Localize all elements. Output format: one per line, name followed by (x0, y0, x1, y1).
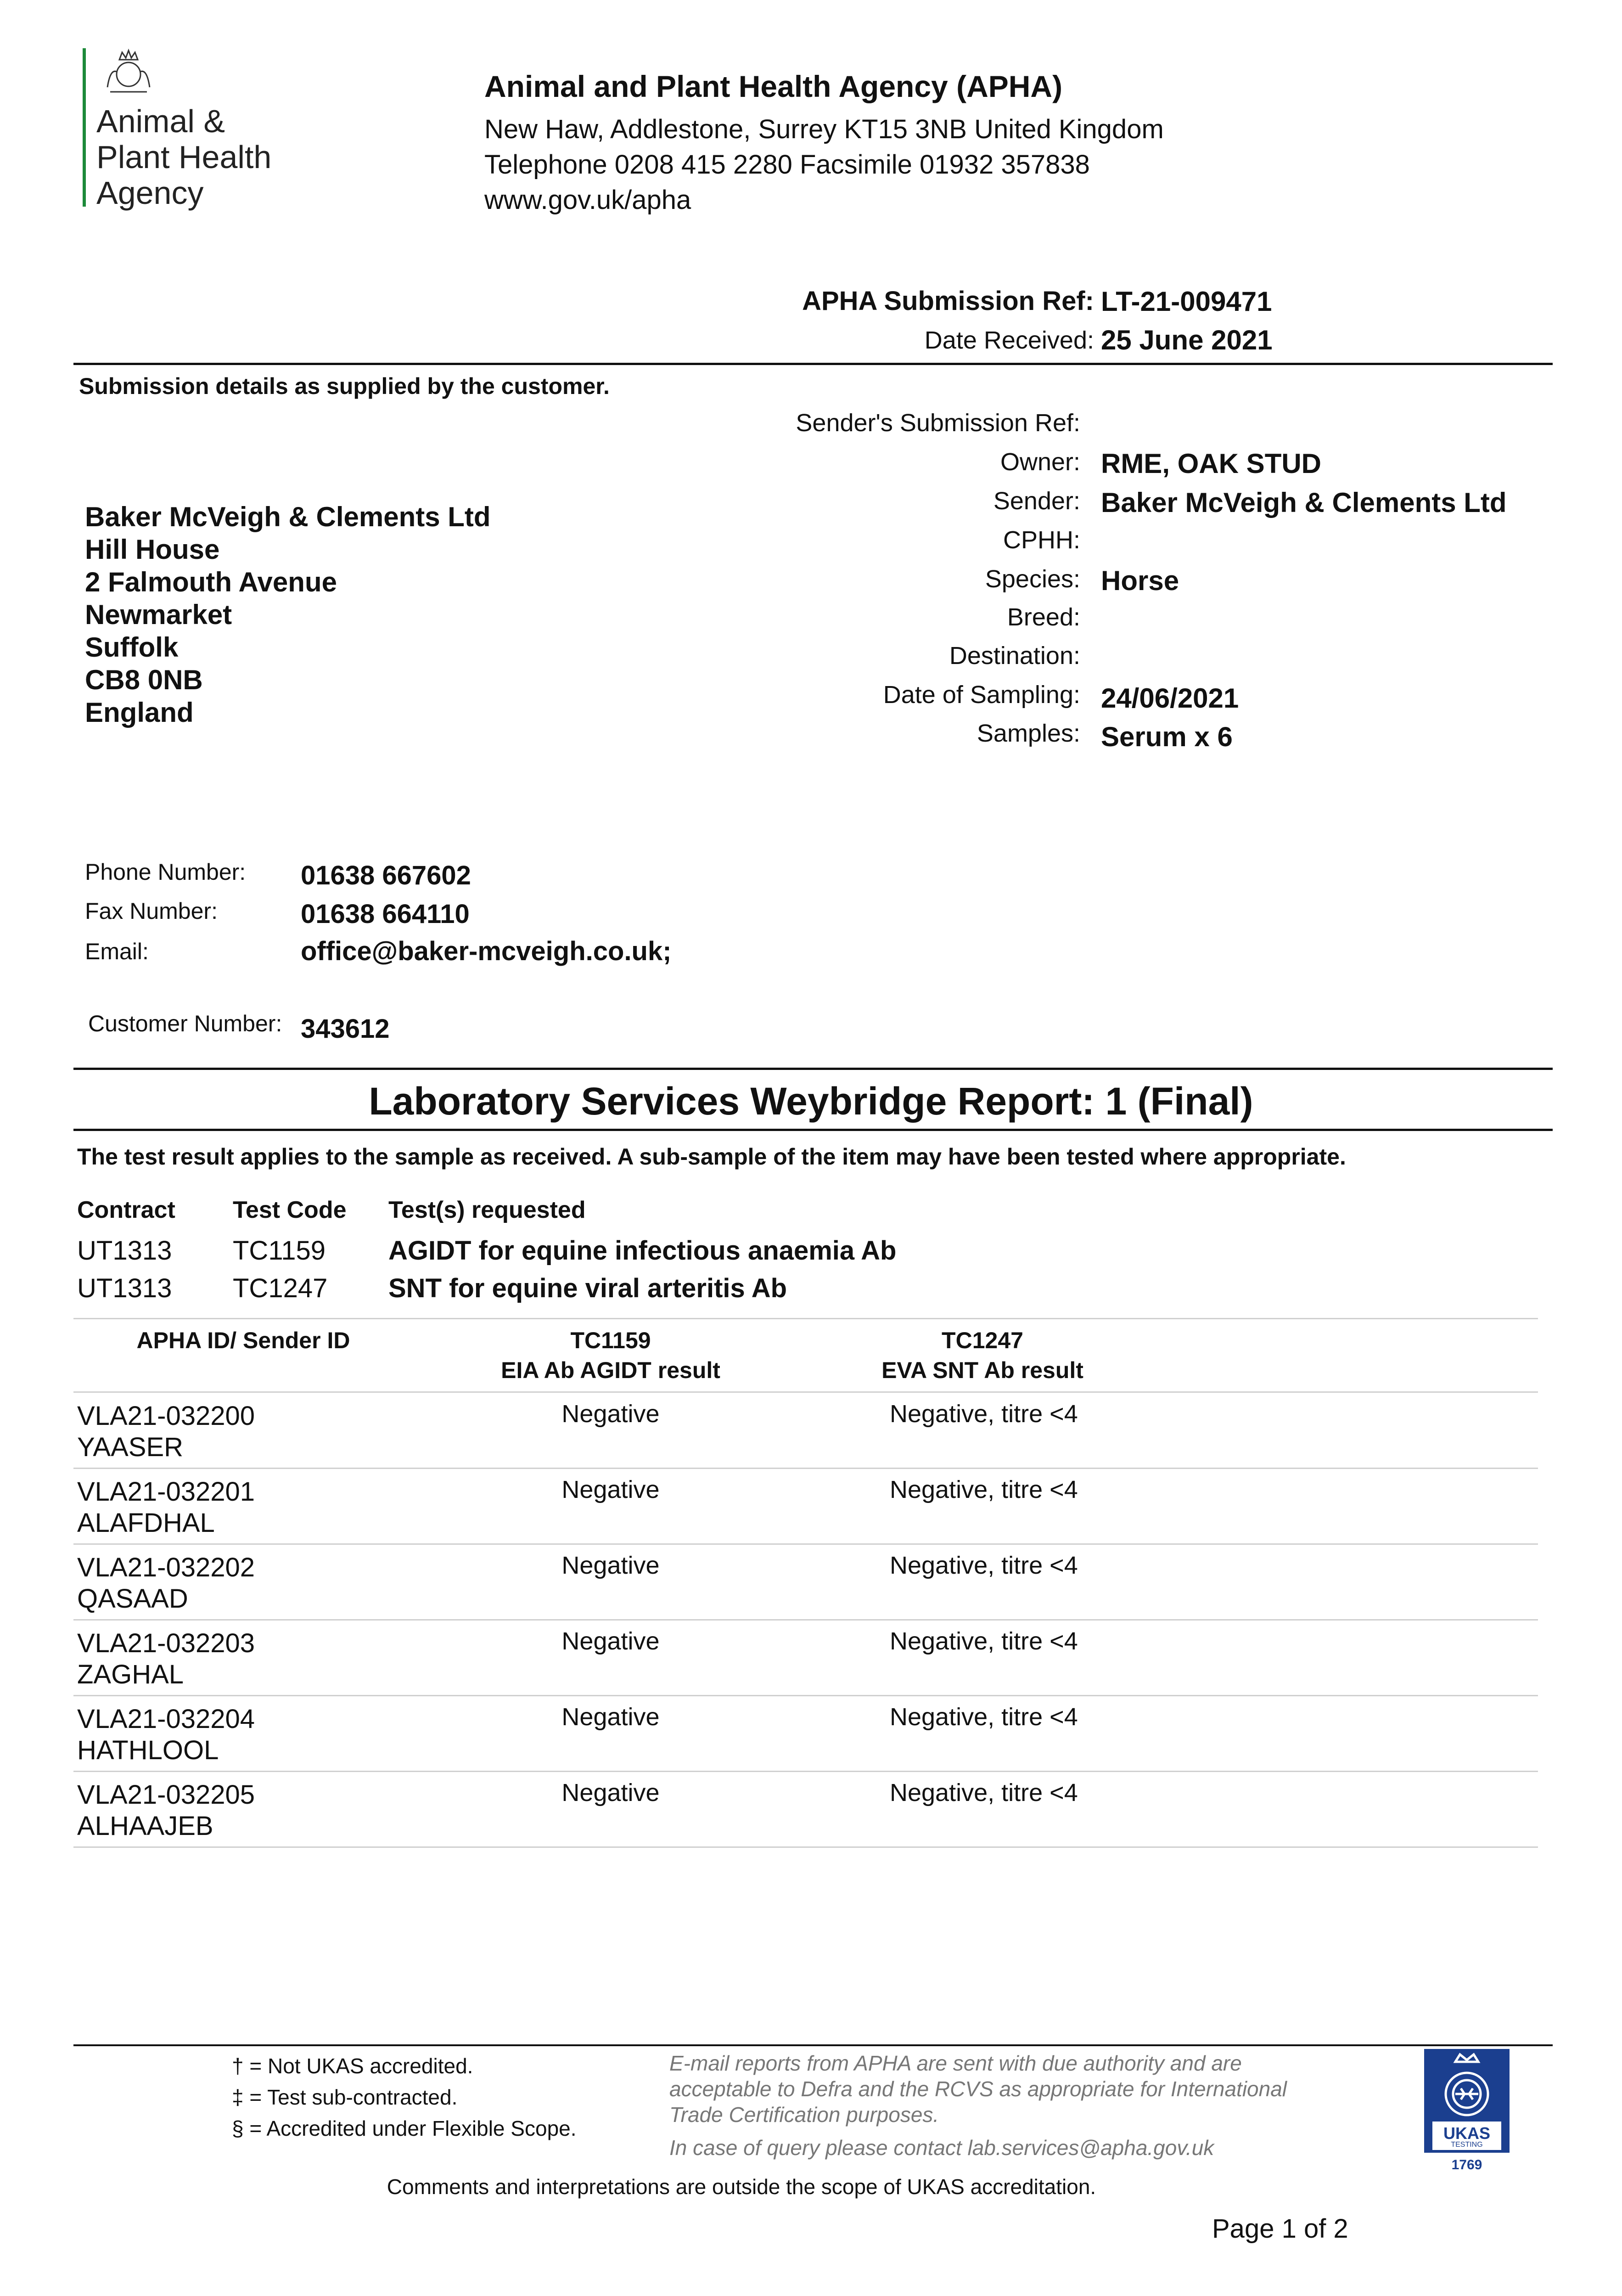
fax-value: 01638 664110 (301, 899, 470, 929)
eva-result: Negative, titre <4 (890, 1779, 1078, 1806)
legend-item: § = Accredited under Flexible Scope. (232, 2116, 577, 2140)
test-name: SNT for equine viral arteritis Ab (388, 1273, 787, 1303)
ukas-mark (1423, 2048, 1510, 2177)
note-line: E-mail reports from APHA are sent with due authority and are (669, 2051, 1242, 2075)
phone-value: 01638 667602 (301, 861, 471, 890)
table-rule (73, 1543, 1538, 1545)
logo-line: Plant Health (96, 139, 272, 175)
sample-id: VLA21-032201 (77, 1477, 255, 1507)
page-number: Page 1 of 2 (1212, 2214, 1348, 2244)
detail-label: CPHH: (1003, 526, 1080, 554)
fax-label: Fax Number: (85, 898, 218, 924)
address-line: Hill House (85, 534, 220, 565)
date-received-label: Date Received: (924, 326, 1094, 354)
sender-id: QASAAD (77, 1584, 188, 1614)
table-rule (73, 1391, 1538, 1393)
accreditation-legend (232, 2050, 577, 2144)
eia-code-header: TC1159 (570, 1328, 651, 1353)
table-rule (73, 1468, 1538, 1469)
test-code-header: Test Code (233, 1197, 347, 1223)
eva-code-header: TC1247 (942, 1328, 1023, 1353)
table-rule (73, 1619, 1538, 1621)
detail-label: Samples: (977, 720, 1080, 747)
applies-note: The test result applies to the sample as received. A sub-sample of the item may have been tested where appropriate. (77, 1144, 1346, 1170)
ukas-sub: TESTING (1451, 2141, 1483, 2149)
divider (73, 1129, 1553, 1131)
detail-label: Date of Sampling: (883, 681, 1080, 709)
legend-item: ‡ = Test sub-contracted. (232, 2085, 458, 2109)
agency-address: New Haw, Addlestone, Surrey KT15 3NB United Kingdom (484, 114, 1164, 144)
legend-item: † = Not UKAS accredited. (232, 2054, 473, 2078)
detail-label: Destination: (949, 642, 1080, 670)
note-line: Trade Certification purposes. (669, 2103, 939, 2127)
eva-result: Negative, titre <4 (890, 1552, 1078, 1579)
divider (73, 2044, 1553, 2046)
eia-result: Negative (561, 1627, 660, 1655)
species-value: Horse (1101, 565, 1179, 596)
table-rule (73, 1318, 1538, 1319)
test-code: TC1247 (233, 1273, 328, 1303)
agency-telephone: Telephone 0208 415 2280 Facsimile 01932 357838 (484, 150, 1090, 180)
test-code: TC1159 (233, 1236, 326, 1266)
ukas-number: 1769 (1451, 2157, 1482, 2172)
note-line: acceptable to Defra and the RCVS as appropriate for International (669, 2077, 1287, 2101)
apha-id-header: APHA ID/ Sender ID (136, 1328, 350, 1353)
eia-result: Negative (561, 1400, 660, 1428)
test-name: AGIDT for equine infectious anaemia Ab (388, 1236, 897, 1266)
logo-accent-bar (83, 48, 86, 207)
sender-id: HATHLOOL (77, 1735, 219, 1765)
sender-id: ALAFDHAL (77, 1508, 215, 1538)
eia-result: Negative (561, 1779, 660, 1806)
logo-line: Agency (96, 175, 204, 211)
agency-name: Animal and Plant Health Agency (APHA) (484, 69, 1063, 103)
ukas-text: UKAS (1443, 2124, 1490, 2143)
date-received-value: 25 June 2021 (1101, 325, 1273, 355)
customer-address (85, 501, 491, 729)
detail-label: Sender: (993, 487, 1080, 515)
detail-label: Sender's Submission Ref: (796, 409, 1080, 437)
table-rule (73, 1846, 1538, 1848)
owner-value: RME, OAK STUD (1101, 448, 1321, 479)
email-label: Email: (85, 939, 149, 964)
sample-id: VLA21-032205 (77, 1780, 255, 1810)
submission-ref-value: LT-21-009471 (1101, 286, 1272, 317)
sender-id: YAASER (77, 1432, 184, 1462)
sample-id: VLA21-032200 (77, 1401, 255, 1431)
sender-value: Baker McVeigh & Clements Ltd (1101, 487, 1507, 518)
address-line: England (85, 697, 194, 728)
sample-id: VLA21-032204 (77, 1704, 255, 1734)
table-rule (73, 1771, 1538, 1772)
detail-label: Species: (985, 565, 1080, 593)
ukas-comments: Comments and interpretations are outside the scope of UKAS accreditation. (387, 2175, 1096, 2199)
eva-name-header: EVA SNT Ab result (881, 1357, 1083, 1383)
sample-id: VLA21-032203 (77, 1628, 255, 1658)
eva-result: Negative, titre <4 (890, 1703, 1078, 1731)
royal-crest-icon (101, 46, 156, 96)
address-line: Newmarket (85, 599, 232, 630)
divider (73, 363, 1553, 365)
logo-line: Animal & (96, 103, 225, 139)
divider (73, 1068, 1553, 1070)
test-contract: UT1313 (77, 1236, 172, 1266)
contract-header: Contract (77, 1197, 175, 1223)
email-value[interactable]: office@baker-mcveigh.co.uk; (301, 936, 672, 966)
eia-result: Negative (561, 1476, 660, 1503)
sender-id: ALHAAJEB (77, 1811, 213, 1841)
phone-label: Phone Number: (85, 859, 246, 885)
submission-details-heading: Submission details as supplied by the customer. (79, 373, 610, 399)
report-title: Laboratory Services Weybridge Report: 1 (Final) (369, 1080, 1253, 1123)
agency-logo (96, 103, 271, 211)
query-contact: In case of query please contact lab.services@apha.gov.uk (669, 2136, 1214, 2160)
email-report-note (669, 2050, 1287, 2161)
eva-result: Negative, titre <4 (890, 1627, 1078, 1655)
eia-result: Negative (561, 1703, 660, 1731)
address-line: CB8 0NB (85, 664, 203, 695)
eia-name-header: EIA Ab AGIDT result (501, 1357, 720, 1383)
address-line: Baker McVeigh & Clements Ltd (85, 501, 491, 532)
eva-result: Negative, titre <4 (890, 1400, 1078, 1428)
address-line: Suffolk (85, 632, 179, 663)
sender-id: ZAGHAL (77, 1660, 184, 1689)
customer-number-value: 343612 (301, 1014, 390, 1044)
address-line: 2 Falmouth Avenue (85, 567, 337, 597)
tests-requested-header: Test(s) requested (388, 1197, 586, 1223)
sampling-date-value: 24/06/2021 (1101, 683, 1239, 714)
table-rule (73, 1695, 1538, 1696)
detail-label: Breed: (1007, 603, 1080, 631)
samples-value: Serum x 6 (1101, 721, 1233, 752)
customer-number-label: Customer Number: (88, 1011, 282, 1036)
test-contract: UT1313 (77, 1273, 172, 1303)
sample-id: VLA21-032202 (77, 1553, 255, 1582)
detail-label: Owner: (1000, 448, 1080, 476)
eia-result: Negative (561, 1552, 660, 1579)
eva-result: Negative, titre <4 (890, 1476, 1078, 1503)
agency-web[interactable]: www.gov.uk/apha (484, 185, 691, 215)
submission-ref-label: APHA Submission Ref: (802, 286, 1094, 316)
